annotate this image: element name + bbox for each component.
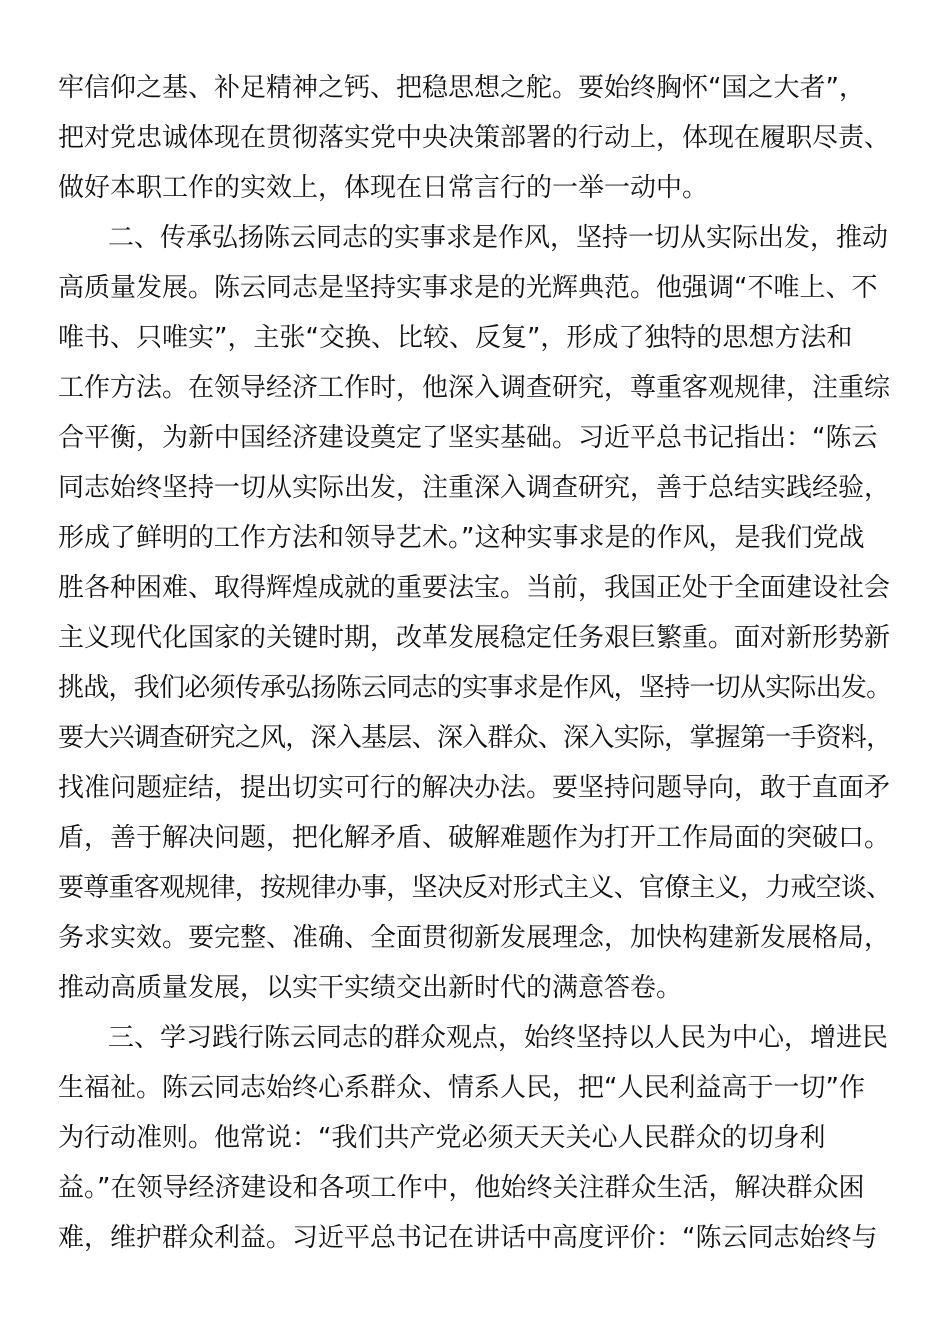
text-line: 挑战，我们必须传承弘扬陈云同志的实事求是作风，坚持一切从实际出发。: [58, 673, 892, 703]
text-line: 合平衡，为新中国经济建设奠定了坚实基础。习近平总书记指出：“陈云: [58, 423, 878, 453]
text-line: 要大兴调查研究之风，深入基层、深入群众、深入实际，掌握第一手资料，: [58, 723, 892, 753]
text-line: 高质量发展。陈云同志是坚持实事求是的光辉典范。他强调“不唯上、不: [58, 273, 878, 303]
text-line: 胜各种困难、取得辉煌成就的重要法宝。当前，我国正处于全面建设社会: [58, 573, 891, 603]
text-line: 要尊重客观规律，按规律办事，坚决反对形式主义、官僚主义，力戒空谈、: [58, 873, 892, 903]
section-heading-line: 二、传承弘扬陈云同志的实事求是作风，坚持一切从实际出发，推动: [108, 223, 889, 253]
text-line: 盾，善于解决问题，把化解矛盾、破解难题作为打开工作局面的突破口。: [58, 823, 891, 853]
text-line: 工作方法。在领导经济工作时，他深入调查研究，尊重客观规律，注重综: [58, 373, 891, 403]
text-line: 做好本职工作的实效上，体现在日常言行的一举一动中。: [58, 173, 709, 203]
text-line: 务求实效。要完整、准确、全面贯彻新发展理念，加快构建新发展格局，: [58, 923, 891, 953]
text-line: 形成了鲜明的工作方法和领导艺术。”这种实事求是的作风，是我们党战: [58, 523, 865, 553]
text-line: 推动高质量发展，以实干实绩交出新时代的满意答卷。: [58, 973, 683, 1003]
text-line: 主义现代化国家的关键时期，改革发展稳定任务艰巨繁重。面对新形势新: [58, 623, 891, 653]
text-line: 为行动准则。他常说：“我们共产党必须天天关心人民群众的切身利: [58, 1123, 826, 1153]
text-line: 生福祉。陈云同志始终心系群众、情系人民，把“人民利益高于一切”作: [58, 1073, 865, 1103]
text-line: 牢信仰之基、补足精神之钙、把稳思想之舵。要始终胸怀“国之大者”，: [58, 73, 865, 103]
text-line: 找准问题症结，提出切实可行的解决办法。要坚持问题导向，敢于直面矛: [58, 773, 891, 803]
text-line: 唯书、只唯实”，主张“交换、比较、反复”，形成了独特的思想方法和: [58, 323, 853, 353]
text-line: 难，维护群众利益。习近平总书记在讲话中高度评价：“陈云同志始终与: [58, 1223, 878, 1253]
text-line: 同志始终坚持一切从实际出发，注重深入调查研究，善于总结实践经验，: [58, 473, 891, 503]
section-heading-line: 三、学习践行陈云同志的群众观点，始终坚持以人民为中心，增进民: [108, 1023, 889, 1053]
text-line: 益。”在领导经济建设和各项工作中，他始终关注群众生活，解决群众困: [58, 1173, 865, 1203]
text-line: 把对党忠诚体现在贯彻落实党中央决策部署的行动上，体现在履职尽责、: [58, 123, 891, 153]
